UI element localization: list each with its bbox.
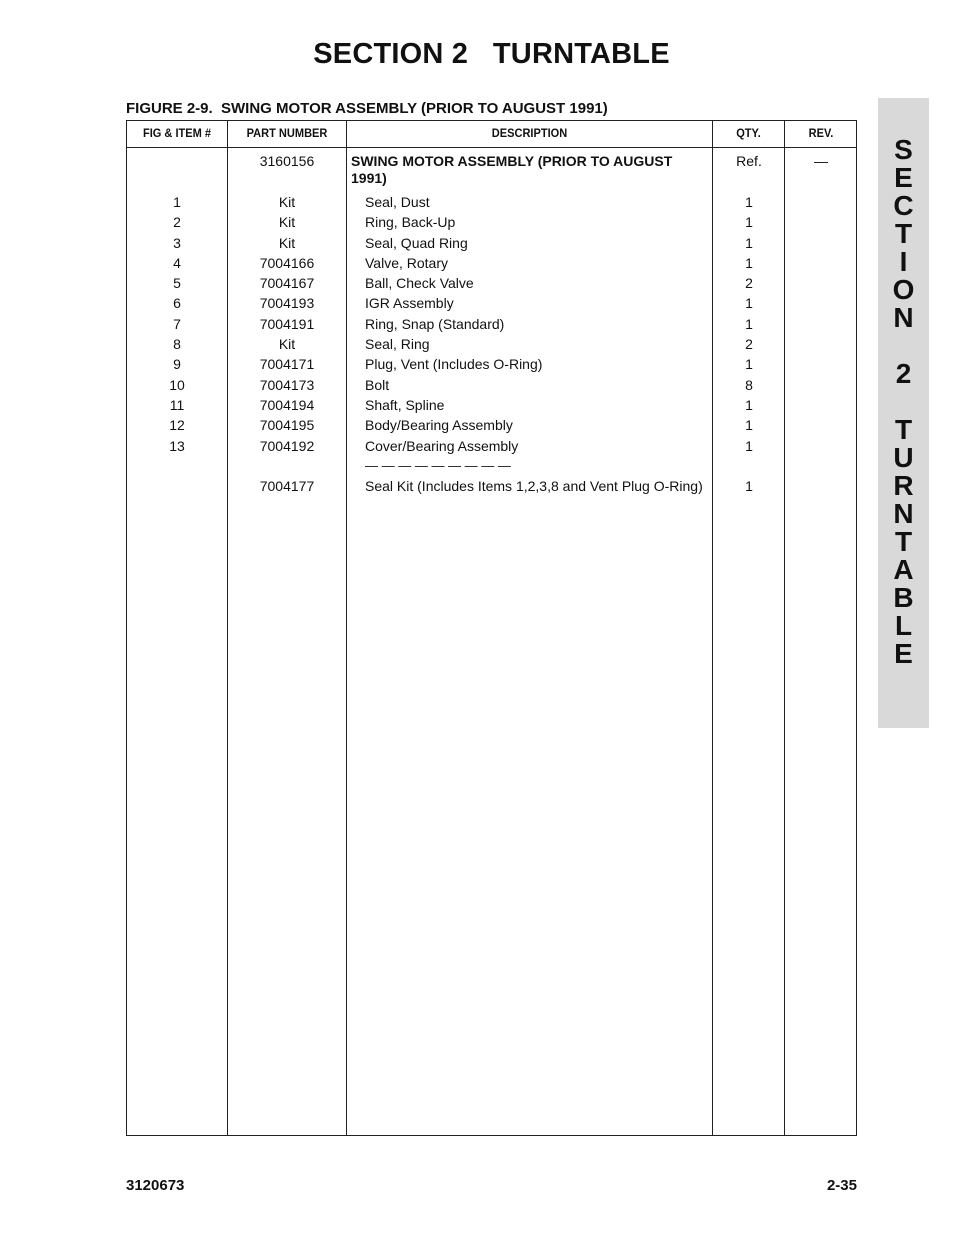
side-tab-letter: T [894,218,913,249]
part-number: Kit [278,214,296,231]
item-number: 10 [169,376,185,393]
table-row [127,293,856,313]
table-row [127,415,856,435]
separator-line: — — — — — — — — — [365,457,511,473]
description: Ring, Back-Up [365,214,456,231]
table-row [127,436,856,456]
part-number: 7004191 [259,315,315,332]
part-number: 7004173 [259,376,315,393]
side-tab-letter: O [892,274,915,305]
description: IGR Assembly [365,295,454,312]
quantity: 1 [745,356,753,373]
description: Shaft, Spline [365,396,445,413]
document-number: 3120673 [126,1177,185,1194]
item-number: 8 [173,336,181,353]
table-row [127,253,856,273]
part-number: 7004192 [259,437,315,454]
description: Bolt [365,376,390,393]
description: Body/Bearing Assembly [365,417,513,434]
quantity: 1 [745,417,753,434]
quantity: 1 [745,234,753,251]
side-tab-letter: N [893,498,914,529]
quantity: 8 [745,376,753,393]
item-number: 4 [173,254,181,271]
table-row [127,212,856,232]
quantity: 2 [745,336,753,353]
item-number: 7 [173,315,181,332]
quantity: 1 [745,214,753,231]
side-tab-letter: R [893,470,914,501]
description: Valve, Rotary [365,254,448,271]
part-number: 7004193 [259,295,315,312]
part-number: 3160156 [259,153,315,169]
header-description: DESCRIPTION [491,126,568,140]
part-number: 7004177 [259,478,315,495]
side-tab-letter: E [894,162,913,193]
side-tab-letter: L [894,610,913,641]
table-row [127,273,856,293]
quantity: 1 [745,396,753,413]
item-number: 12 [169,417,185,434]
header-item: FIG & ITEM # [142,126,212,140]
table-header [127,121,856,148]
table-row [127,334,856,354]
quantity: 1 [745,194,753,210]
item-number: 11 [169,396,185,413]
table-row [127,233,856,253]
table-row-separator [127,456,856,476]
description: Seal Kit (Includes Items 1,2,3,8 and Vent Plug O-Ring) [365,478,703,495]
quantity: 2 [745,275,753,292]
parts-table [126,120,857,1136]
header-qty: QTY. [736,126,761,140]
part-number: 7004171 [259,356,315,373]
description: Ring, Snap (Standard) [365,315,505,332]
item-number: 5 [173,275,181,292]
side-tab-letter: T [894,526,913,557]
quantity: 1 [745,254,753,271]
side-tab-text [878,136,929,668]
revision: — [814,153,828,169]
header-rev: REV. [808,126,834,140]
description: Cover/Bearing Assembly [365,437,519,454]
item-number: 1 [173,194,181,210]
part-number: Kit [278,336,296,353]
quantity: 1 [745,315,753,332]
figure-title: FIGURE 2-9. SWING MOTOR ASSEMBLY (PRIOR TO AUGUST 1991) [126,100,608,117]
side-tab-letter [878,332,929,360]
description: Seal, Ring [365,336,430,353]
table-row-assembly [127,151,856,192]
item-number: 2 [173,214,181,231]
table-row [127,314,856,334]
side-tab-letter: U [893,442,914,473]
part-number: 7004194 [259,396,315,413]
side-tab-letter: I [899,246,908,277]
header-part-number: PART NUMBER [246,126,328,140]
page-title: SECTION 2 TURNTABLE [313,38,670,70]
quantity: 1 [745,437,753,454]
table-row [127,395,856,415]
side-tab-letter: E [894,638,913,669]
page-number: 2-35 [826,1177,857,1194]
table-row-kit [127,476,856,496]
description: SWING MOTOR ASSEMBLY (PRIOR TO AUGUST 1991) [351,153,673,186]
part-number: 7004195 [259,417,315,434]
item-number: 9 [173,356,181,373]
item-number: 3 [173,234,181,251]
part-number: Kit [278,234,296,251]
description: Plug, Vent (Includes O-Ring) [365,356,543,373]
item-number: 13 [169,437,185,454]
side-tab-letter: A [893,554,914,585]
quantity: 1 [745,295,753,312]
item-number: 6 [173,295,181,312]
description: Seal, Dust [365,194,430,210]
side-tab-letter: S [894,134,913,165]
side-tab-letter [878,388,929,416]
section-side-tab [878,98,929,728]
part-number: 7004166 [259,254,315,271]
quantity: Ref. [736,153,762,169]
part-number: Kit [278,194,296,210]
description: Ball, Check Valve [365,275,474,292]
part-number: 7004167 [259,275,315,292]
side-tab-letter: T [894,414,913,445]
description: Seal, Quad Ring [365,234,468,251]
quantity: 1 [745,478,753,495]
table-body [127,151,856,496]
table-row [127,354,856,374]
side-tab-letter: B [893,582,914,613]
side-tab-letter: 2 [895,358,912,389]
table-row [127,375,856,395]
table-row [127,192,856,212]
side-tab-letter: C [893,190,914,221]
side-tab-letter: N [893,302,914,333]
